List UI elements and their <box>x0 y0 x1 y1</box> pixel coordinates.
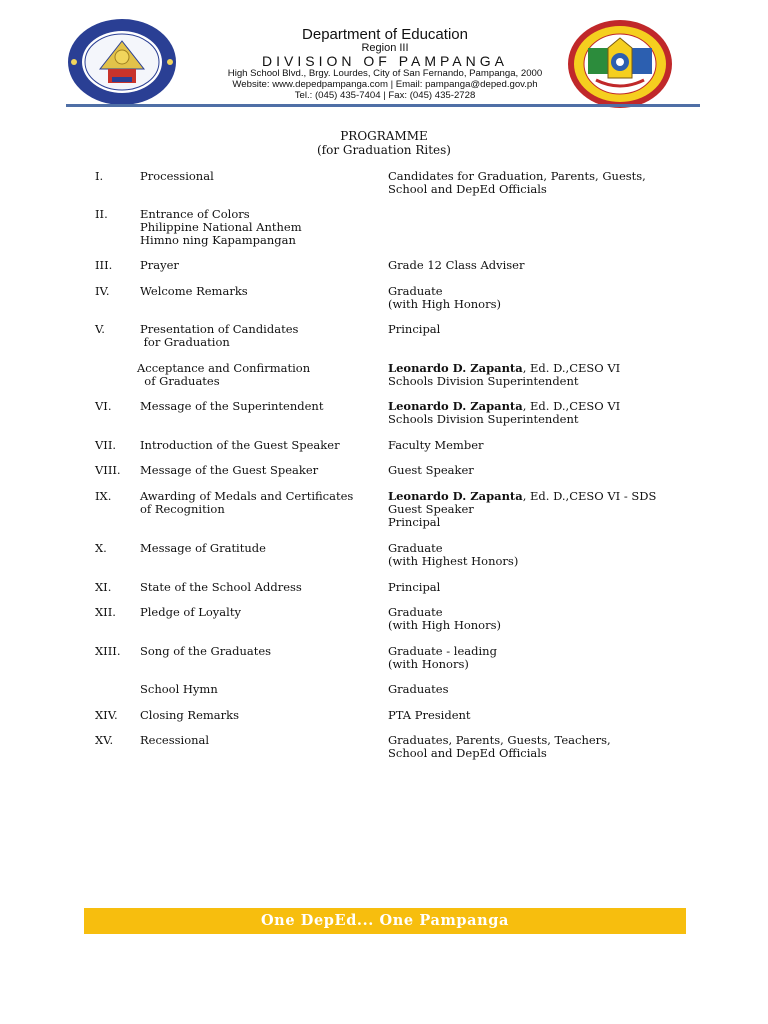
row-item: Message of Gratitude <box>140 541 266 555</box>
programme-subtitle: (for Graduation Rites) <box>316 143 451 157</box>
row-number: V. <box>95 322 105 336</box>
row-item: Processional <box>140 169 214 183</box>
row-item: Message of the Guest Speaker <box>140 463 319 477</box>
office-address: High School Blvd., Brgy. Lourdes, City of San Fernando, Pampanga, 2000 <box>227 68 543 79</box>
row-number: VII. <box>95 438 117 452</box>
row-number: X. <box>95 541 107 555</box>
division-seal-icon <box>566 18 674 110</box>
region-name: Region III <box>361 42 409 54</box>
row-number: IV. <box>95 284 110 298</box>
row-responsible: Graduate - leading (with Honors) <box>388 644 497 671</box>
row-item: Song of the Graduates <box>140 644 272 658</box>
row-item: Pledge of Loyalty <box>140 605 241 619</box>
row-responsible: Faculty Member <box>388 438 484 452</box>
row-item: Welcome Remarks <box>140 284 248 298</box>
row-item: Recessional <box>140 733 210 747</box>
row-number: III. <box>95 258 113 272</box>
row-number: XIII. <box>95 644 121 658</box>
row-item: Awarding of Medals and Certificates of Recognition <box>140 489 354 516</box>
row-item: Message of the Superintendent <box>140 399 324 413</box>
division-name: DIVISION OF PAMPANGA <box>262 53 508 69</box>
row-item: Closing Remarks <box>140 708 239 722</box>
motto-banner <box>84 908 686 934</box>
row-number: XII. <box>95 605 116 619</box>
deped-seal-icon <box>66 17 178 107</box>
row-item: School Hymn <box>140 682 218 696</box>
row-item: State of the School Address <box>140 580 302 594</box>
row-responsible: Leonardo D. Zapanta, Ed. D.,CESO VI - SDS Guest Speaker Principal <box>388 489 657 529</box>
website-email: Website: www.depedpampanga.com | Email: pampanga@deped.gov.ph <box>232 79 538 90</box>
superintendent-name: Leonardo D. Zapanta <box>388 361 523 375</box>
row-number: XIV. <box>95 708 118 722</box>
row-number: VIII. <box>95 463 121 477</box>
row-responsible: Graduate (with High Honors) <box>388 605 501 632</box>
letterhead <box>0 0 768 110</box>
row-item: Presentation of Candidates for Graduation <box>140 322 299 349</box>
row-responsible: Guest Speaker <box>388 463 474 477</box>
row-responsible: Graduate (with High Honors) <box>388 284 501 311</box>
programme-title: PROGRAMME <box>340 129 428 143</box>
motto-text: One DepEd... One Pampanga <box>260 912 510 929</box>
row-number: XI. <box>95 580 112 594</box>
superintendent-name: Leonardo D. Zapanta <box>388 399 523 413</box>
telephone-fax: Tel.: (045) 435-7404 | Fax: (045) 435-2728 <box>294 90 476 101</box>
row-responsible: Principal <box>388 580 441 594</box>
department-name: Department of Education <box>302 26 468 43</box>
row-responsible: Graduates, Parents, Guests, Teachers, School and DepEd Officials <box>388 733 611 760</box>
row-responsible: Graduate (with Highest Honors) <box>388 541 519 568</box>
row-item: Entrance of Colors Philippine National Anthem Himno ning Kapampangan <box>140 207 302 247</box>
row-item: Prayer <box>140 258 179 272</box>
row-number: I. <box>95 169 104 183</box>
row-number: VI. <box>95 399 112 413</box>
row-number: IX. <box>95 489 112 503</box>
row-item: Acceptance and Confirmation of Graduates <box>137 361 311 388</box>
row-responsible: Leonardo D. Zapanta, Ed. D.,CESO VI Schools Division Superintendent <box>388 399 621 426</box>
superintendent-name: Leonardo D. Zapanta <box>388 489 523 503</box>
row-responsible: Graduates <box>388 682 449 696</box>
header-rule <box>66 104 700 107</box>
row-responsible: PTA President <box>388 708 471 722</box>
row-responsible: Principal <box>388 322 441 336</box>
row-responsible: Candidates for Graduation, Parents, Guests, School and DepEd Officials <box>388 169 646 196</box>
row-responsible: Grade 12 Class Adviser <box>388 258 525 272</box>
row-number: II. <box>95 207 108 221</box>
row-item: Introduction of the Guest Speaker <box>140 438 340 452</box>
row-responsible: Leonardo D. Zapanta, Ed. D.,CESO VI Schools Division Superintendent <box>388 361 621 388</box>
row-number: XV. <box>95 733 114 747</box>
